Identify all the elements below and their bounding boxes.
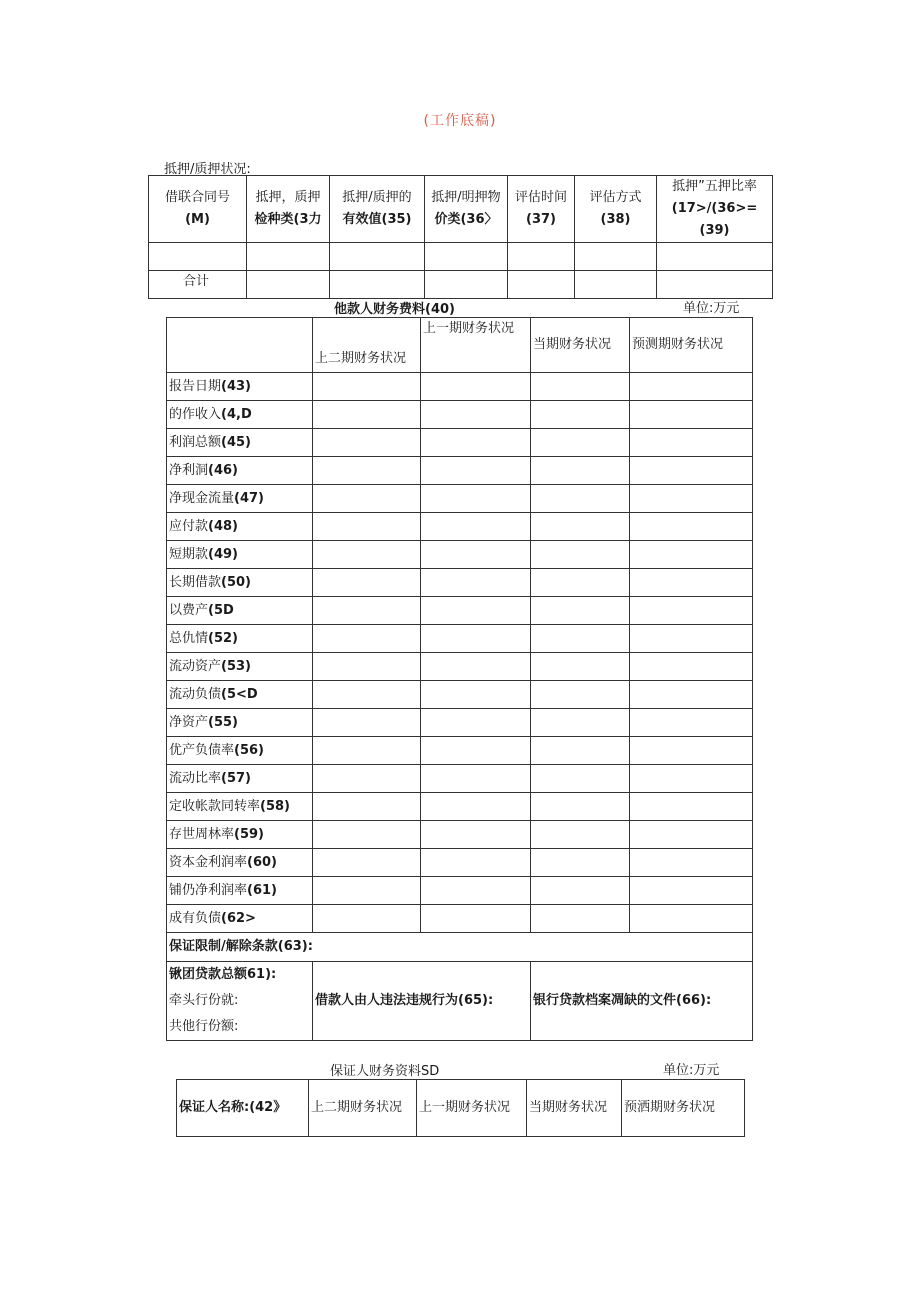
row-label: 应付款(48) — [167, 513, 313, 541]
cell — [531, 513, 630, 541]
row-label: 资本金利润率(60) — [167, 849, 313, 877]
cell — [657, 243, 773, 271]
cell — [630, 653, 753, 681]
cell — [630, 457, 753, 485]
cell — [313, 401, 421, 429]
cell — [421, 597, 531, 625]
cell — [313, 905, 421, 933]
cell — [421, 569, 531, 597]
row-label: 流动负债(5<D — [167, 681, 313, 709]
table-row — [167, 653, 753, 681]
cell — [421, 737, 531, 765]
cell — [630, 373, 753, 401]
working-paper-mark: (工作底稿) — [423, 113, 497, 129]
row-label: 短期款(49) — [167, 541, 313, 569]
cell — [247, 243, 330, 271]
cell — [630, 401, 753, 429]
row-label: 利润总额(45) — [167, 429, 313, 457]
row-label: 存世周林率(59) — [167, 821, 313, 849]
cell — [531, 373, 630, 401]
cell — [313, 513, 421, 541]
cell — [630, 569, 753, 597]
col-effective-value: 抵押/质押的 有效值(35) — [330, 176, 425, 243]
cell — [630, 429, 753, 457]
collateral-section-title: 抵押/质押状况: — [164, 162, 251, 177]
row-label: 长期借款(50) — [167, 569, 313, 597]
cell — [313, 709, 421, 737]
cell — [313, 681, 421, 709]
cell — [425, 243, 508, 271]
cell — [531, 401, 630, 429]
cell — [531, 485, 630, 513]
table-row — [167, 877, 753, 905]
cell — [630, 513, 753, 541]
cell — [630, 625, 753, 653]
cell — [313, 373, 421, 401]
table-row — [167, 681, 753, 709]
collateral-table — [148, 175, 773, 299]
table-row — [167, 401, 753, 429]
row-label: 净现金流量(47) — [167, 485, 313, 513]
cell — [630, 793, 753, 821]
cell — [313, 597, 421, 625]
row-label: 优产负债率(56) — [167, 737, 313, 765]
cell — [531, 541, 630, 569]
cell — [313, 429, 421, 457]
cell — [313, 485, 421, 513]
cell — [313, 625, 421, 653]
col-pledge-ratio: 抵押”五押比率 (17>/(36>=(39) — [657, 176, 773, 243]
row-label: 流动比率(57) — [167, 765, 313, 793]
cell — [421, 457, 531, 485]
guarantor-name-label: 保证人名称:(42》 — [177, 1080, 309, 1137]
table-row — [167, 905, 753, 933]
cell — [531, 849, 630, 877]
cell — [657, 271, 773, 299]
row-label: 净利洞(46) — [167, 457, 313, 485]
table-row — [167, 485, 753, 513]
cell — [421, 793, 531, 821]
row-label: 成有负债(62> — [167, 905, 313, 933]
cell — [630, 821, 753, 849]
cell — [421, 653, 531, 681]
row-label: 的作收入(4,D — [167, 401, 313, 429]
cell — [531, 653, 630, 681]
cell — [247, 271, 330, 299]
cell — [421, 429, 531, 457]
table-row — [167, 765, 753, 793]
col-prev1: 上一期财务状况 — [421, 318, 531, 373]
violation-cell: 借款人由人违法违规行为(65): — [313, 962, 531, 1041]
cell — [531, 457, 630, 485]
other-bank-label: 共他行份额: — [169, 1019, 239, 1034]
total-label: 合计 — [149, 271, 247, 299]
table-row — [167, 457, 753, 485]
cell — [630, 597, 753, 625]
g-col-prev1: 上一期财务状况 — [417, 1080, 527, 1137]
cell — [630, 905, 753, 933]
cell — [421, 681, 531, 709]
cell — [630, 681, 753, 709]
lead-bank-label: 牵头行份就: — [169, 993, 239, 1008]
g-col-prev2: 上二期财务状况 — [309, 1080, 417, 1137]
guarantor-financial-table — [176, 1079, 745, 1137]
cell — [330, 243, 425, 271]
guarantee-terms: 保证限制/解除条款(63): — [167, 933, 753, 962]
table-row — [167, 625, 753, 653]
cell — [531, 429, 630, 457]
loan-total-label: 锹团贷款总额61): — [169, 967, 277, 982]
cell — [531, 625, 630, 653]
col-current: 当期财务状况 — [531, 318, 630, 373]
cell — [313, 541, 421, 569]
g-col-forecast: 预洒期财务状况 — [622, 1080, 745, 1137]
table-row — [167, 821, 753, 849]
cell — [531, 765, 630, 793]
cell — [313, 765, 421, 793]
table-row — [167, 429, 753, 457]
cell — [421, 821, 531, 849]
table-row — [167, 849, 753, 877]
table-row — [167, 541, 753, 569]
cell — [313, 737, 421, 765]
cell — [531, 793, 630, 821]
cell — [313, 457, 421, 485]
guarantor-section-title: 保证人财务资料SD — [330, 1064, 440, 1079]
total-row — [149, 271, 773, 299]
cell — [531, 877, 630, 905]
row-label: 净资产(55) — [167, 709, 313, 737]
cell — [421, 877, 531, 905]
row-label: 报告日期(43) — [167, 373, 313, 401]
cell — [313, 569, 421, 597]
cell — [421, 625, 531, 653]
row-label: 总仇情(52) — [167, 625, 313, 653]
cell — [313, 653, 421, 681]
table-row — [167, 373, 753, 401]
cell — [630, 737, 753, 765]
g-col-current: 当期财务状况 — [527, 1080, 622, 1137]
cell — [630, 709, 753, 737]
cell — [508, 243, 575, 271]
cell — [421, 373, 531, 401]
cell — [531, 737, 630, 765]
table-row — [167, 513, 753, 541]
cell — [508, 271, 575, 299]
cell — [313, 849, 421, 877]
borrower-financial-table — [166, 317, 753, 1041]
cell — [575, 271, 657, 299]
row-label: 流动资产(53) — [167, 653, 313, 681]
cell — [313, 877, 421, 905]
table-row — [167, 709, 753, 737]
cell — [421, 401, 531, 429]
cell — [531, 821, 630, 849]
guarantor-unit: 单位:万元 — [663, 1063, 720, 1078]
cell — [531, 597, 630, 625]
table-row — [167, 597, 753, 625]
cell — [630, 877, 753, 905]
cell — [630, 849, 753, 877]
cell — [421, 709, 531, 737]
table-row — [167, 569, 753, 597]
syndicated-loan-cell — [167, 962, 313, 1041]
col-appraisal-date: 评估时间 (37) — [508, 176, 575, 243]
row-label: 以费产(5D — [167, 597, 313, 625]
col-collateral-type: 抵押，质押 检种类(3力 — [247, 176, 330, 243]
cell — [330, 271, 425, 299]
table-row — [167, 793, 753, 821]
col-forecast: 预测期财务状况 — [630, 318, 753, 373]
cell — [313, 821, 421, 849]
table-row — [149, 243, 773, 271]
col-appraisal-method: 评估方式 (38) — [575, 176, 657, 243]
col-contract-no: 借联合同号 (M) — [149, 176, 247, 243]
cell — [425, 271, 508, 299]
cell — [531, 681, 630, 709]
missing-docs-cell: 银行贷款档案凋缺的文件(66): — [531, 962, 753, 1041]
cell — [630, 765, 753, 793]
cell — [531, 569, 630, 597]
header-blank — [167, 318, 313, 373]
cell — [421, 485, 531, 513]
cell — [630, 541, 753, 569]
borrower-unit: 单位:万元 — [683, 301, 740, 316]
cell — [531, 905, 630, 933]
col-collateral-value: 抵押/明押物 价类(36〉 — [425, 176, 508, 243]
cell — [313, 793, 421, 821]
row-label: 定收帐款同转率(58) — [167, 793, 313, 821]
cell — [421, 541, 531, 569]
cell — [421, 765, 531, 793]
cell — [421, 849, 531, 877]
cell — [575, 243, 657, 271]
cell — [421, 905, 531, 933]
cell — [421, 513, 531, 541]
cell — [531, 709, 630, 737]
col-prev2: 上二期财务状况 — [313, 318, 421, 373]
table-row — [167, 737, 753, 765]
cell — [630, 485, 753, 513]
borrower-section-title: 他款人财务费料(40) — [334, 302, 455, 317]
row-label: 铺仍净利润率(61) — [167, 877, 313, 905]
cell — [149, 243, 247, 271]
